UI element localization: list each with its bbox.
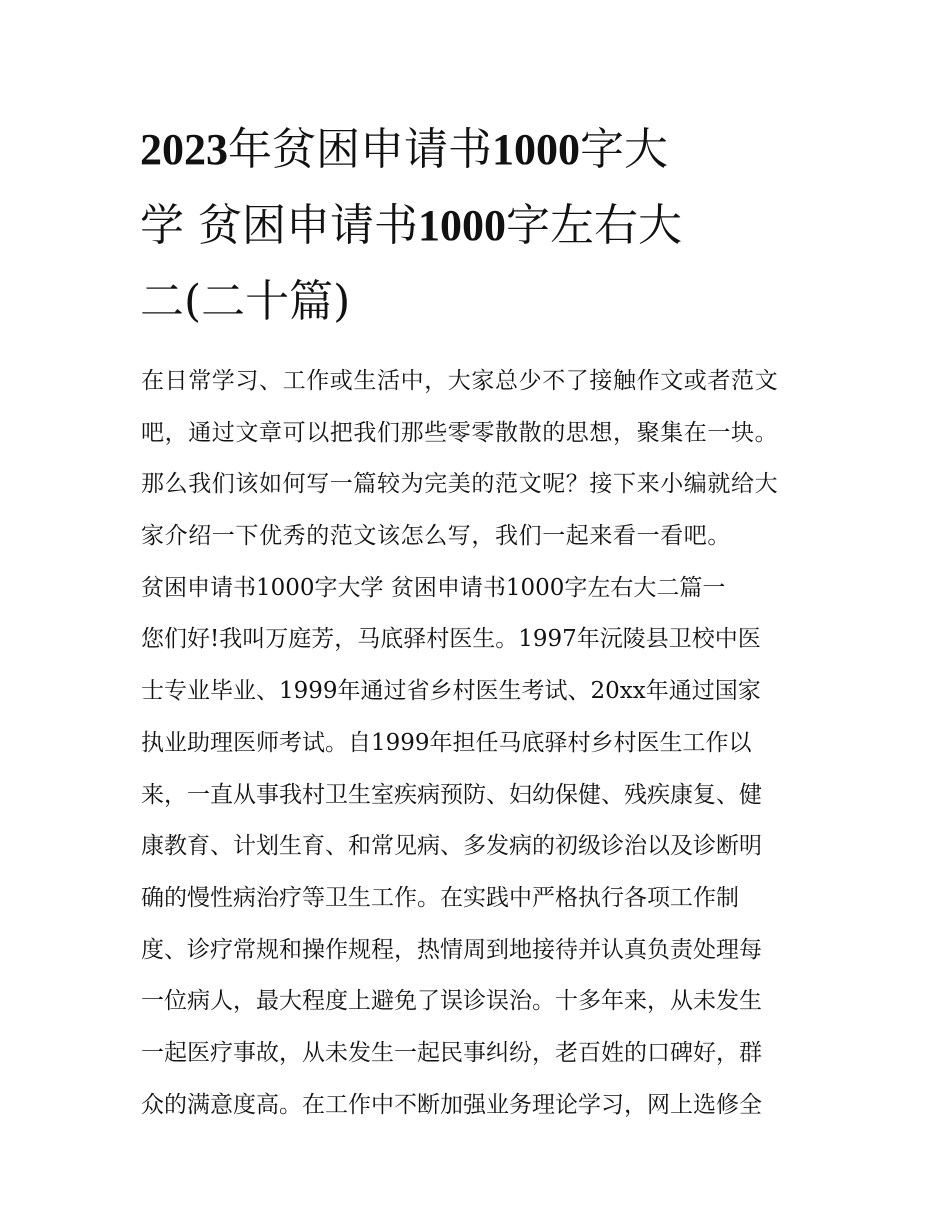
document-body xyxy=(141,356,821,1131)
title-year: 2023 xyxy=(140,125,228,174)
body-line: 众的满意度高。在工作中不断加强业务理论学习，网上选修全 xyxy=(141,1091,762,1118)
title-line-2 xyxy=(140,188,820,264)
title-text: 学 贫困申请书 xyxy=(140,200,418,251)
intro-line: 那么我们该如何写一篇较为完美的范文呢？接下来小编就给大 xyxy=(141,471,779,498)
title-text: 字左右大 xyxy=(506,200,682,251)
title-line-3 xyxy=(140,264,820,340)
intro-line: 家介绍一下优秀的范文该怎么写，我们一起来看一看吧。 xyxy=(141,523,731,550)
title-text: 字大 xyxy=(580,124,668,175)
section-heading: 贫困申请书1000字大学 贫困申请书1000字左右大二篇一 xyxy=(141,574,726,601)
body-line: 一位病人，最大程度上避免了误诊误治。十多年来，从未发生 xyxy=(141,988,762,1015)
body-line: 执业助理医师考试。自1999年担任马底驿村乡村医生工作以 xyxy=(141,729,752,756)
body-line: 度、诊疗常规和操作规程，热情周到地接待并认真负责处理每 xyxy=(141,936,762,963)
intro-line: 在日常学习、工作或生活中，大家总少不了接触作文或者范文 xyxy=(141,368,779,394)
title-text: 年贫困申请书 xyxy=(228,124,492,175)
body-line: 确的慢性病治疗等卫生工作。在实践中严格执行各项工作制 xyxy=(141,884,739,911)
title-number: 1000 xyxy=(418,201,506,250)
body-line: 康教育、计划生育、和常见病、多发病的初级诊治以及诊断明 xyxy=(141,833,762,860)
document-title xyxy=(140,112,820,340)
body-line: 来，一直从事我村卫生室疾病预防、妇幼保健、残疾康复、健 xyxy=(141,781,762,808)
title-text: 二(二十篇) xyxy=(140,276,351,327)
title-line-1 xyxy=(140,112,820,188)
body-line: 一起医疗事故，从未发生一起民事纠纷，老百姓的口碑好，群 xyxy=(141,1039,762,1066)
body-line: 士专业毕业、1999年通过省乡村医生考试、20xx年通过国家 xyxy=(141,678,761,705)
intro-line: 吧，通过文章可以把我们那些零零散散的思想，聚集在一块。 xyxy=(141,419,779,446)
title-number: 1000 xyxy=(492,125,580,174)
body-line: 您们好!我叫万庭芳，马底驿村医生。1997年沅陵县卫校中医 xyxy=(141,626,761,653)
